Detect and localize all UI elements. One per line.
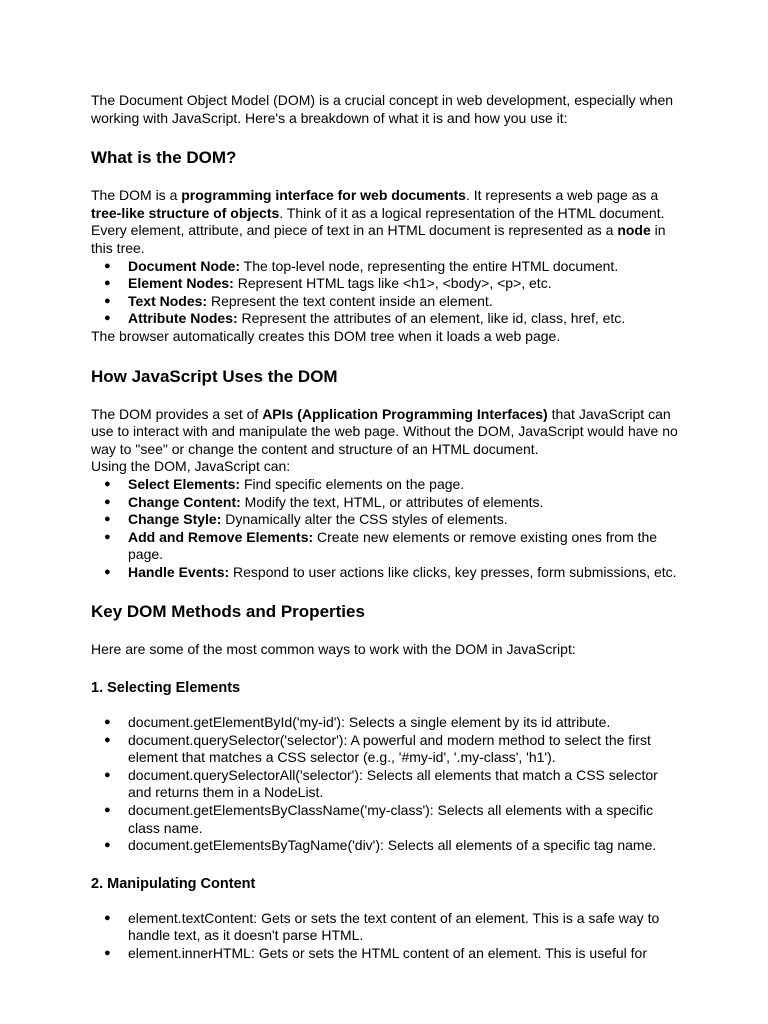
- bullet-icon: ●: [104, 768, 111, 781]
- bold-run: Select Elements:: [128, 475, 241, 492]
- bold-run: Element Nodes:: [128, 275, 234, 292]
- text-run: Respond to user actions like clicks, key presses, form submissions, etc.: [229, 563, 677, 580]
- heading-what-is-dom: What is the DOM?: [91, 148, 237, 168]
- bullet-icon: ●: [104, 513, 111, 526]
- bold-run: Handle Events:: [128, 563, 230, 580]
- list-item: [91, 767, 678, 802]
- list-item: [91, 529, 678, 564]
- text-run: Represent the text content inside an element.: [207, 292, 493, 309]
- bullet-icon: ●: [104, 477, 111, 490]
- bold-run: node: [617, 222, 651, 239]
- bullet-icon: ●: [104, 911, 111, 924]
- list-item: [91, 511, 678, 529]
- list-item: [91, 910, 678, 945]
- list-item: [91, 837, 678, 855]
- bold-run: Add and Remove Elements:: [128, 528, 314, 545]
- bullet-icon: ●: [104, 804, 111, 817]
- text-run: Modify the text, HTML, or attributes of elements.: [240, 493, 544, 510]
- bullet-icon: ●: [104, 733, 111, 746]
- list-item-text: document.querySelectorAll('selector'): Selects all elements that match a CSS selector and returns them in a NodeList.: [128, 766, 658, 801]
- list-item-text: element.textContent: Gets or sets the text content of an element. This is a safe way to handle text, as it doesn't parse HTML.: [128, 909, 660, 944]
- text-run: . It represents a web page as a: [465, 187, 659, 204]
- list-item-text: document.getElementsByClassName('my-class'): Selects all elements with a specific class name.: [128, 802, 654, 836]
- text-run: in this tree.: [91, 222, 666, 256]
- list-item: [91, 476, 678, 494]
- bullet-icon: ●: [104, 716, 111, 729]
- text-run: that JavaScript can use to interact with and manipulate the web page. Without the DOM, JavaScript would have no way to "see" or change the content and structure of an HTML document.: [91, 405, 678, 457]
- list-item: [91, 714, 678, 732]
- bullet-icon: ●: [104, 259, 111, 272]
- bold-run: Text Nodes:: [128, 292, 208, 309]
- subheading-selecting-elements: 1. Selecting Elements: [91, 680, 241, 697]
- bold-run: tree-like structure of objects: [91, 204, 280, 221]
- list-item: [91, 945, 678, 963]
- heading-key-dom-methods: Key DOM Methods and Properties: [91, 602, 365, 622]
- list-item-text: document.getElementById('my-id'): Selects a single element by its id attribute.: [128, 714, 611, 731]
- list-item: [91, 293, 678, 311]
- manipulating-methods-list: [91, 910, 678, 963]
- subheading-manipulating-content: 2. Manipulating Content: [91, 875, 256, 892]
- list-item-text: document.getElementsByTagName('div'): Selects all elements of a specific tag name.: [128, 837, 657, 854]
- bold-run: Attribute Nodes:: [128, 310, 238, 327]
- bullet-icon: ●: [104, 312, 111, 325]
- bullet-icon: ●: [104, 839, 111, 852]
- text-run: Find specific elements on the page.: [240, 475, 465, 492]
- bullet-icon: ●: [104, 277, 111, 290]
- bullet-icon: ●: [104, 947, 111, 959]
- bullet-icon: ●: [104, 495, 111, 508]
- list-item: [91, 732, 678, 767]
- list-item: [91, 258, 678, 276]
- text-run: Represent the attributes of an element, like id, class, href, etc.: [237, 310, 626, 327]
- list-item: [91, 275, 678, 293]
- bold-run: Change Content:: [128, 493, 241, 510]
- list-item: [91, 310, 678, 328]
- text-run: Represent HTML tags like <h1>, <body>, <p>, etc.: [233, 275, 552, 292]
- list-item-text: element.innerHTML: Gets or sets the HTML content of an element. This is useful for: [128, 945, 648, 961]
- text-run: The DOM is a: [91, 187, 182, 204]
- bullet-icon: ●: [104, 294, 111, 307]
- dom-tree-note: The browser automatically creates this DOM tree when it loads a web page.: [91, 327, 561, 344]
- dom-definition-paragraph: [91, 187, 678, 257]
- list-item-text: document.querySelector('selector'): A powerful and modern method to select the first element that matches a CSS selector (e.g., '#my-id', '.my-class', 'h1').: [128, 731, 651, 766]
- intro-paragraph: The Document Object Model (DOM) is a crucial concept in web development, especially when working with JavaScript. Here's a breakdown of what it is and how you use it:: [91, 92, 674, 126]
- bold-run: Change Style:: [128, 511, 222, 528]
- node-types-list: [91, 258, 678, 328]
- list-item: [91, 494, 678, 512]
- bold-run: programming interface for web documents: [181, 187, 466, 204]
- dom-apis-paragraph: [91, 406, 678, 459]
- bullet-icon: ●: [104, 530, 111, 543]
- key-methods-intro: Here are some of the most common ways to work with the DOM in JavaScript:: [91, 641, 576, 658]
- list-item: [91, 802, 678, 837]
- selecting-methods-list: [91, 714, 678, 855]
- js-capabilities-list: [91, 476, 678, 582]
- text-run: Dynamically alter the CSS styles of elements.: [221, 511, 508, 528]
- bold-run: APIs (Application Programming Interfaces): [262, 405, 548, 422]
- text-run: . Think of it as a logical representation of the HTML document. Every element, attribute, and piece of text in an HTML document is represented as a: [91, 204, 665, 239]
- list-item: [91, 564, 678, 582]
- using-dom-paragraph: Using the DOM, JavaScript can:: [91, 458, 291, 475]
- bullet-icon: ●: [104, 565, 111, 578]
- text-run: Create new elements or remove existing ones from the page.: [128, 528, 658, 563]
- text-run: The DOM provides a set of: [91, 405, 263, 422]
- bold-run: Document Node:: [128, 257, 240, 274]
- text-run: The top-level node, representing the entire HTML document.: [240, 257, 619, 274]
- heading-how-js-uses-dom: How JavaScript Uses the DOM: [91, 366, 338, 386]
